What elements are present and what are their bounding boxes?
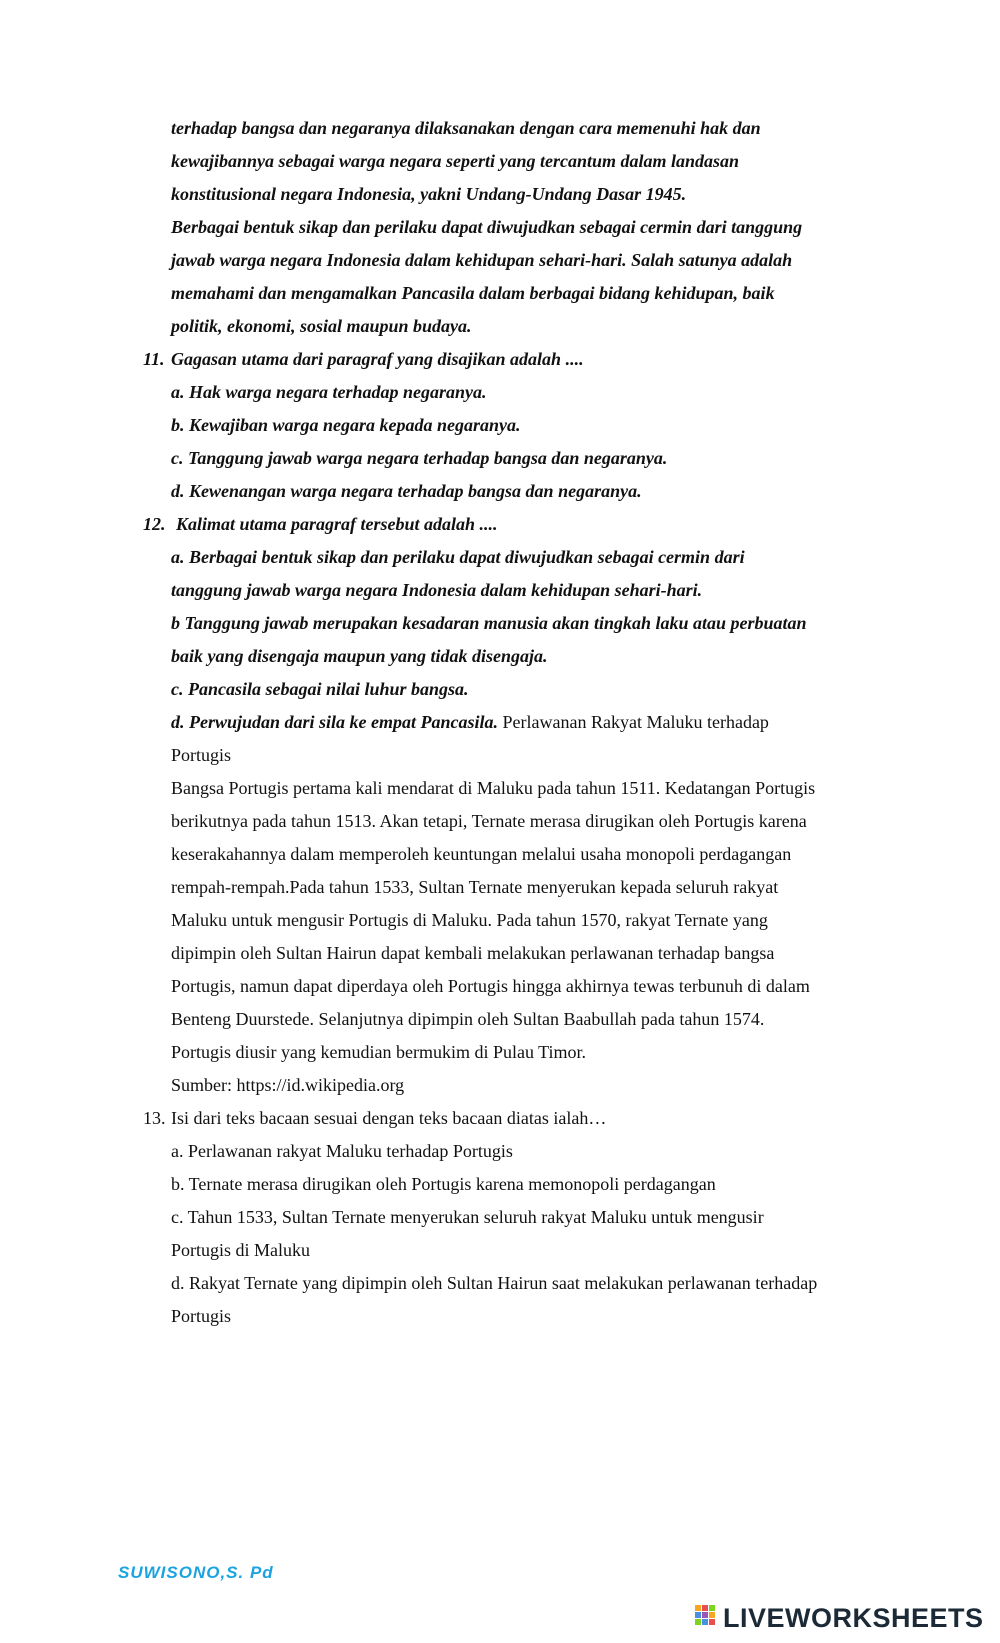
passage1-line-4: Berbagai bentuk sikap dan perilaku dapat diwujudkan sebagai cermin dari tanggung: [171, 217, 803, 237]
passage2-line-6: dipimpin oleh Sultan Hairun dapat kembali melakukan perlawanan terhadap bangsa: [171, 943, 775, 963]
question-12-text: Kalimat utama paragraf tersebut adalah ....: [176, 514, 498, 534]
passage1-line-6: memahami dan mengamalkan Pancasila dalam berbagai bidang kehidupan, baik: [171, 283, 775, 303]
question-11-option-d: d. Kewenangan warga negara terhadap bangsa dan negaranya.: [171, 481, 642, 501]
passage2-title: Perlawanan Rakyat Maluku terhadap: [502, 712, 769, 732]
passage2-line-7: Portugis, namun dapat diperdaya oleh Portugis hingga akhirnya tewas terbunuh di dalam: [171, 976, 810, 996]
question-12-option-b-line-2: baik yang disengaja maupun yang tidak disengaja.: [171, 646, 548, 666]
question-13-option-d-line-1: d. Rakyat Ternate yang dipimpin oleh Sultan Hairun saat melakukan perlawanan terhadap: [171, 1273, 818, 1293]
question-13-text: Isi dari teks bacaan sesuai dengan teks bacaan diatas ialah…: [171, 1108, 607, 1128]
passage1-line-7: politik, ekonomi, sosial maupun budaya.: [171, 316, 472, 336]
passage1-line-1: terhadap bangsa dan negaranya dilaksanakan dengan cara memenuhi hak dan: [171, 118, 761, 138]
question-12-option-c: c. Pancasila sebagai nilai luhur bangsa.: [171, 679, 469, 699]
passage1-line-5: jawab warga negara Indonesia dalam kehidupan sehari-hari. Salah satunya adalah: [171, 250, 793, 270]
passage1-line-2: kewajibannya sebagai warga negara seperti yang tercantum dalam landasan: [171, 151, 740, 171]
passage2-line-5: Maluku untuk mengusir Portugis di Maluku. Pada tahun 1570, rakyat Ternate yang: [171, 910, 768, 930]
author-signature: SUWISONO,S. Pd: [118, 1563, 274, 1582]
passage1-line-3: konstitusional negara Indonesia, yakni Undang-Undang Dasar 1945.: [171, 184, 687, 204]
liveworksheets-logo: [695, 1603, 995, 1633]
question-11-number: 11.: [143, 349, 165, 369]
question-13-option-a: a. Perlawanan rakyat Maluku terhadap Portugis: [171, 1141, 513, 1161]
question-13-option-c-line-2: Portugis di Maluku: [171, 1240, 311, 1260]
question-12-option-a-line-2: tanggung jawab warga negara Indonesia dalam kehidupan sehari-hari.: [171, 580, 703, 600]
question-11-text: Gagasan utama dari paragraf yang disajikan adalah ....: [171, 349, 584, 369]
question-12-number: 12.: [143, 514, 166, 534]
question-13-number: 13.: [143, 1108, 166, 1128]
question-12-option-d-line: [171, 711, 769, 733]
question-12-option-b-line-1: b Tanggung jawab merupakan kesadaran manusia akan tingkah laku atau perbuatan: [171, 613, 807, 633]
liveworksheets-logo-text: LIVEWORKSHEETS: [723, 1603, 984, 1633]
question-11-option-a: a. Hak warga negara terhadap negaranya.: [171, 382, 487, 402]
question-12-option-d: d. Perwujudan dari sila ke empat Pancasila.: [171, 712, 499, 732]
passage2-source: Sumber: https://id.wikipedia.org: [171, 1075, 405, 1095]
liveworksheets-grid-icon: [695, 1605, 719, 1629]
question-13-option-c-line-1: c. Tahun 1533, Sultan Ternate menyerukan seluruh rakyat Maluku untuk mengusir: [171, 1207, 764, 1227]
passage2-line-3: keserakahannya dalam memperoleh keuntungan melalui usaha monopoli perdagangan: [171, 844, 792, 864]
question-11-option-b: b. Kewajiban warga negara kepada negaranya.: [171, 415, 521, 435]
question-13-option-b: b. Ternate merasa dirugikan oleh Portugis karena memonopoli perdagangan: [171, 1174, 716, 1194]
question-11-option-c: c. Tanggung jawab warga negara terhadap bangsa dan negaranya.: [171, 448, 668, 468]
passage2-title-line-2: Portugis: [171, 745, 232, 765]
passage2-line-4: rempah-rempah.Pada tahun 1533, Sultan Ternate menyerukan kepada seluruh rakyat: [171, 877, 779, 897]
passage2-line-8: Benteng Duurstede. Selanjutnya dipimpin oleh Sultan Baabullah pada tahun 1574.: [171, 1009, 765, 1029]
passage2-line-1: Bangsa Portugis pertama kali mendarat di Maluku pada tahun 1511. Kedatangan Portugis: [171, 778, 816, 798]
question-12-option-a-line-1: a. Berbagai bentuk sikap dan perilaku dapat diwujudkan sebagai cermin dari: [171, 547, 745, 567]
passage2-line-9: Portugis diusir yang kemudian bermukim di Pulau Timor.: [171, 1042, 587, 1062]
passage2-line-2: berikutnya pada tahun 1513. Akan tetapi, Ternate merasa dirugikan oleh Portugis karena: [171, 811, 807, 831]
question-13-option-d-line-2: Portugis: [171, 1306, 232, 1326]
